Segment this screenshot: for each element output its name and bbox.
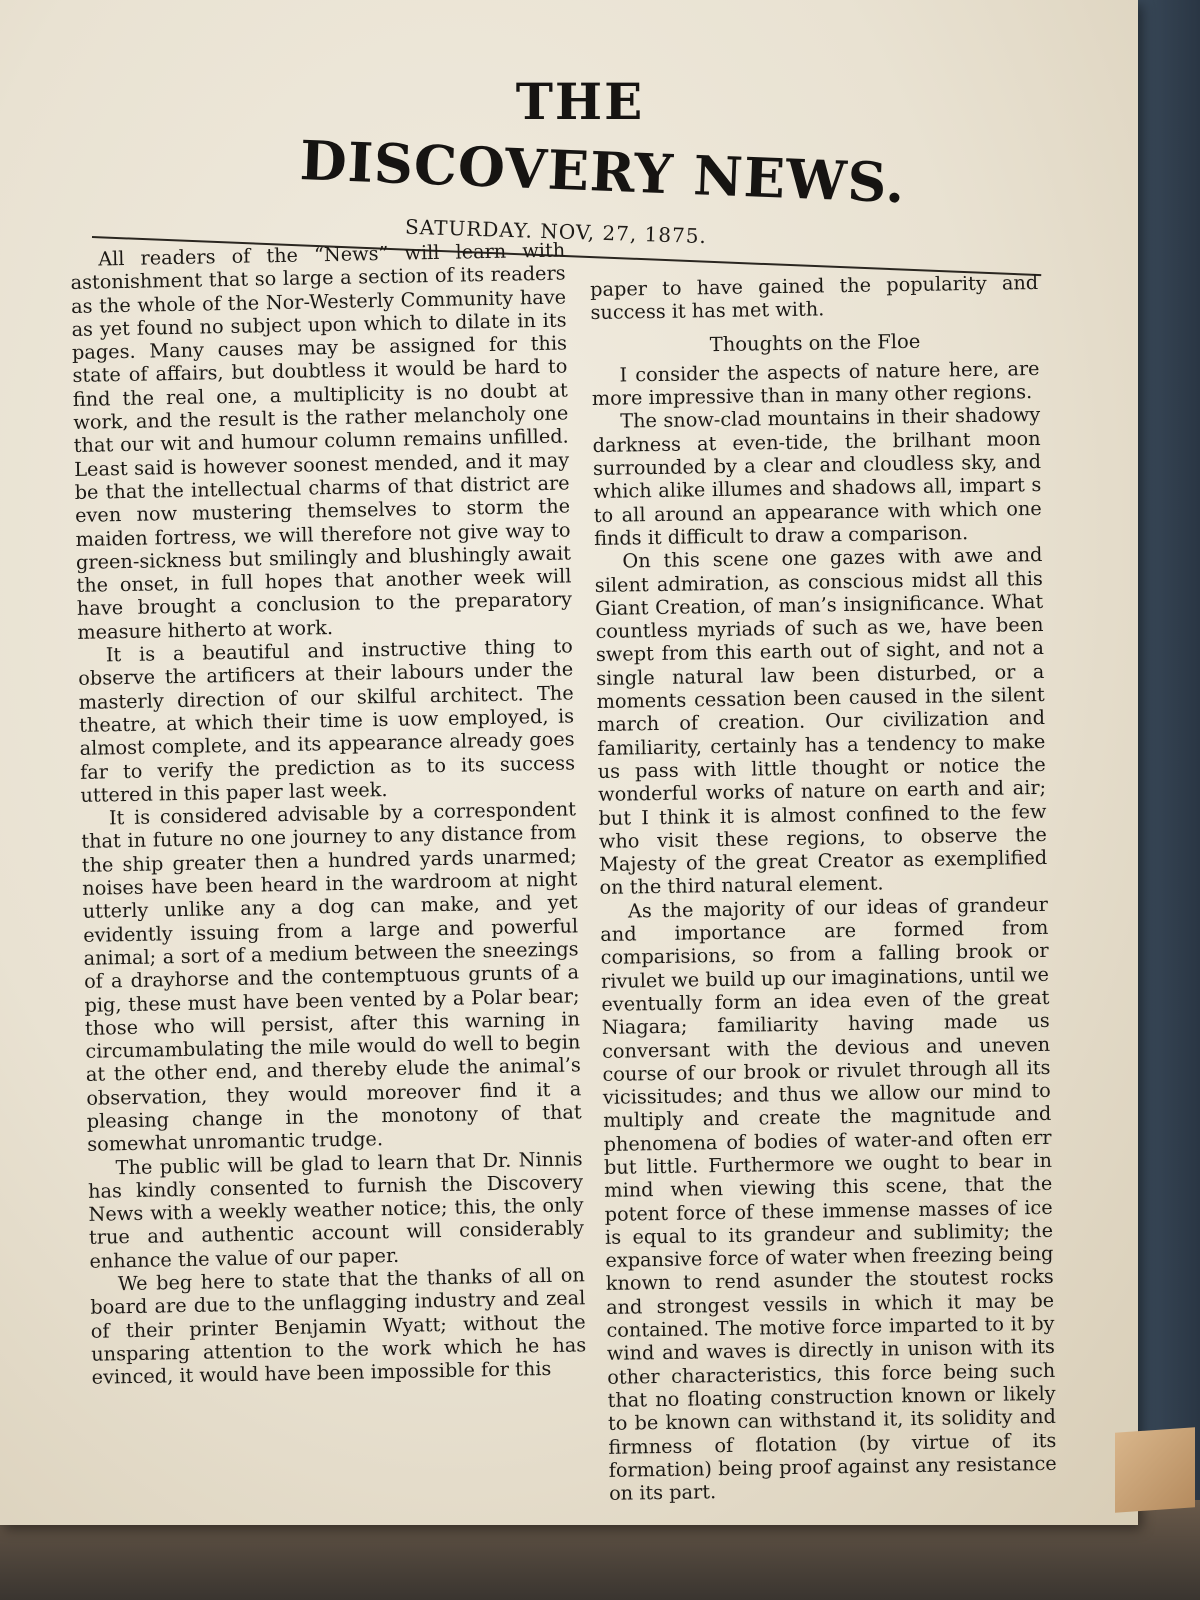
paragraph: On this scene one gazes with awe and silent admiration, as conscious midst all this Giant Creation, of man’s insignificance. What countless myriads of such as we, have been swept from this earth out of sight, and not a single natural law been disturbed, or a moments cessation been caused in the silent march of creation. Our civilization and familiarity, certainly has a tendency to make us pass with little thought or notice the wonderful works of nature on earth and air; but I think it is almost confined to the few who visit these regions, to observe the Majesty of the great Creator as exemplified on the third natural element. xyxy=(594,543,1048,900)
paragraph: I consider the aspects of nature here, are more impressive than in many other regions. xyxy=(591,356,1040,411)
page-tab xyxy=(1115,1427,1195,1513)
dateline: SATURDAY. NOV, 27, 1875. xyxy=(404,214,708,249)
masthead-title: DISCOVERY NEWS. xyxy=(298,128,907,216)
right-column xyxy=(590,270,1057,1505)
paragraph-continuation: paper to have gained the popularity and success it has met with. xyxy=(590,270,1039,325)
article-heading: Thoughts on the Floe xyxy=(709,329,921,356)
paragraph: As the majority of our ideas of grandeur and importance are formed from comparisions, so from a falling brook or rivulet we build up our imaginations, until we eventually form an idea even of the great Niagara; familiarity having made us conversant with the devious and uneven course of our brook or rivulet through all its vicissitudes; and thus we allow our mind to multiply and create the magnitude and phenomena of bodies of water-and often err but little. Furthermore we ought to bear in mind when viewing this scene, that the potent force of these immense masses of ice is equal to its grandeur and sublimity; the expansive force of water when freezing being known to rend asunder the stoutest rocks and strongest vessils in which it may be contained. The motive force imparted to it by wind and waves is directly in unison with its other characteristics, this force being such that no floating construction known or likely to be known can withstand it, its solidity and firmness of flotation (by virtue of its formation) being proof against any resistance on its part. xyxy=(600,892,1057,1505)
paragraph: The snow-clad mountains in their shadowy darkness at even-tide, the brilhant moon surrounded by a clear and cloudless sky, and which alike illumes and shadows all, impart s to all around an appearance with which one finds it difficult to draw a comparison. xyxy=(592,403,1042,550)
background-right xyxy=(1135,0,1200,1600)
masthead-the: THE xyxy=(515,72,645,131)
left-column xyxy=(70,238,589,1487)
paragraph: It is considered advisable by a correspondent that in future no one journey to any distance from the ship greater then a hundred yards unarmed; noises have been heard in the wardroom at night utterly unlike any a dog can make, and yet evidently issuing from a large and powerful animal; a sort of a medium between the sneezings of a drayhorse and the contemptuous grunts of a pig, these must have been vented by a Polar bear; those who will persist, after this warning in circumambulating the mile would do well to begin at the other end, and thereby elude the animal’s observation, they would moreover find it a pleasing change in the monotony of that somewhat unromantic trudge. xyxy=(81,797,582,1157)
paragraph: It is a beautiful and instructive thing to observe the artificers at their labours under the masterly direction of our skilful architect. The theatre, at which their time is uow employed, is almost complete, and its appearance already goes far to verify the prediction as to its success uttered in this paper last week. xyxy=(78,634,576,807)
paragraph: All readers of the “News” will learn with astonishment that so large a section of its readers as the whole of the Nor-Westerly Community have as yet found no subject upon which to dilate in its pages. Many causes may be assigned for this state of affairs, but doubtless it would be hard to find the real one, a multiplicity is no doubt at work, and the result is the rather melancholy one that our wit and humour column remains unfilled. Least said is however soonest mended, and it may be that the intellectual charms of that district are even now mustering themselves to storm the maiden fortress, we will therefore not give way to green-sickness but smilingly and blushingly await the onset, in full hopes that another week will have brought a conclusion to the preparatory measure hitherto at work. xyxy=(70,238,573,644)
paragraph: We beg here to state that the thanks of all on board are due to the unflagging industry and zeal of their printer Benjamin Wyatt; without the unsparing attention to the work which he has evinced, it would have been impossible for this xyxy=(90,1263,587,1390)
paragraph: The public will be glad to learn that Dr. Ninnis has kindly consented to furnish the Discovery News with a weekly weather notice; this, the only true and authentic account will considerably enhance the value of our paper. xyxy=(87,1146,585,1273)
